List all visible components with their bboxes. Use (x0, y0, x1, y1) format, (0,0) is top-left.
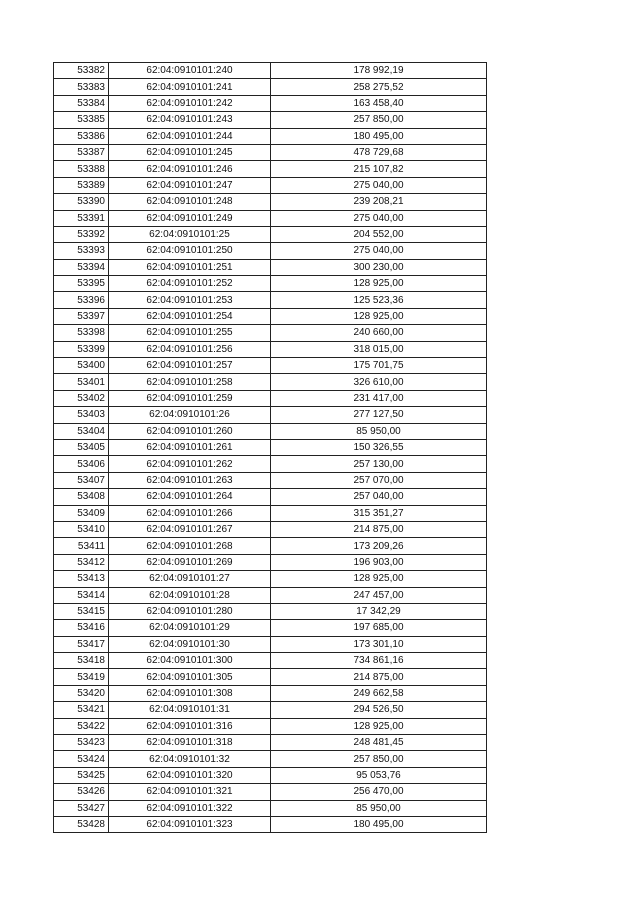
row-number-cell: 53422 (54, 718, 109, 734)
table-row (54, 210, 487, 226)
cadastral-number-cell: 62:04:0910101:27 (109, 571, 271, 587)
value-cell: 240 660,00 (271, 325, 487, 341)
value-cell: 318 015,00 (271, 341, 487, 357)
cadastral-number-cell: 62:04:0910101:252 (109, 276, 271, 292)
value-cell: 734 861,16 (271, 653, 487, 669)
table-row (54, 325, 487, 341)
value-cell: 175 701,75 (271, 358, 487, 374)
table-row (54, 489, 487, 505)
value-cell: 239 208,21 (271, 194, 487, 210)
row-number-cell: 53411 (54, 538, 109, 554)
table-row (54, 521, 487, 537)
table-row (54, 718, 487, 734)
table-row (54, 505, 487, 521)
row-number-cell: 53391 (54, 210, 109, 226)
cadastral-number-cell: 62:04:0910101:258 (109, 374, 271, 390)
cadastral-number-cell: 62:04:0910101:300 (109, 653, 271, 669)
value-cell: 180 495,00 (271, 128, 487, 144)
cadastral-number-cell: 62:04:0910101:261 (109, 439, 271, 455)
row-number-cell: 53401 (54, 374, 109, 390)
cadastral-number-cell: 62:04:0910101:259 (109, 390, 271, 406)
table-row (54, 79, 487, 95)
data-table (53, 62, 487, 833)
value-cell: 257 850,00 (271, 751, 487, 767)
table-row (54, 276, 487, 292)
value-cell: 197 685,00 (271, 620, 487, 636)
row-number-cell: 53415 (54, 603, 109, 619)
row-number-cell: 53385 (54, 112, 109, 128)
cadastral-number-cell: 62:04:0910101:244 (109, 128, 271, 144)
cadastral-number-cell: 62:04:0910101:267 (109, 521, 271, 537)
table-row (54, 243, 487, 259)
value-cell: 258 275,52 (271, 79, 487, 95)
table-row (54, 587, 487, 603)
value-cell: 85 950,00 (271, 423, 487, 439)
table-row (54, 767, 487, 783)
value-cell: 128 925,00 (271, 718, 487, 734)
value-cell: 257 130,00 (271, 456, 487, 472)
value-cell: 163 458,40 (271, 95, 487, 111)
table-row (54, 144, 487, 160)
cadastral-number-cell: 62:04:0910101:322 (109, 800, 271, 816)
cadastral-number-cell: 62:04:0910101:257 (109, 358, 271, 374)
row-number-cell: 53414 (54, 587, 109, 603)
cadastral-number-cell: 62:04:0910101:30 (109, 636, 271, 652)
table-row (54, 603, 487, 619)
table-row (54, 194, 487, 210)
table-row (54, 161, 487, 177)
row-number-cell: 53413 (54, 571, 109, 587)
cadastral-number-cell: 62:04:0910101:29 (109, 620, 271, 636)
row-number-cell: 53386 (54, 128, 109, 144)
table-row (54, 816, 487, 832)
value-cell: 275 040,00 (271, 210, 487, 226)
value-cell: 315 351,27 (271, 505, 487, 521)
value-cell: 478 729,68 (271, 144, 487, 160)
value-cell: 277 127,50 (271, 407, 487, 423)
table-row (54, 784, 487, 800)
table-row (54, 177, 487, 193)
cadastral-number-cell: 62:04:0910101:262 (109, 456, 271, 472)
row-number-cell: 53389 (54, 177, 109, 193)
row-number-cell: 53419 (54, 669, 109, 685)
table-row (54, 390, 487, 406)
cadastral-number-cell: 62:04:0910101:243 (109, 112, 271, 128)
table-row (54, 571, 487, 587)
cadastral-number-cell: 62:04:0910101:255 (109, 325, 271, 341)
cadastral-number-cell: 62:04:0910101:251 (109, 259, 271, 275)
row-number-cell: 53395 (54, 276, 109, 292)
row-number-cell: 53405 (54, 439, 109, 455)
row-number-cell: 53424 (54, 751, 109, 767)
row-number-cell: 53399 (54, 341, 109, 357)
table-row (54, 472, 487, 488)
table-row (54, 63, 487, 79)
value-cell: 214 875,00 (271, 669, 487, 685)
cadastral-number-cell: 62:04:0910101:28 (109, 587, 271, 603)
value-cell: 247 457,00 (271, 587, 487, 603)
cadastral-number-cell: 62:04:0910101:242 (109, 95, 271, 111)
row-number-cell: 53387 (54, 144, 109, 160)
row-number-cell: 53423 (54, 735, 109, 751)
table-row (54, 653, 487, 669)
row-number-cell: 53390 (54, 194, 109, 210)
cadastral-number-cell: 62:04:0910101:249 (109, 210, 271, 226)
cadastral-number-cell: 62:04:0910101:316 (109, 718, 271, 734)
cadastral-number-cell: 62:04:0910101:247 (109, 177, 271, 193)
table-row (54, 128, 487, 144)
table-row (54, 735, 487, 751)
table-row (54, 358, 487, 374)
row-number-cell: 53398 (54, 325, 109, 341)
row-number-cell: 53417 (54, 636, 109, 652)
cadastral-number-cell: 62:04:0910101:245 (109, 144, 271, 160)
cadastral-number-cell: 62:04:0910101:323 (109, 816, 271, 832)
cadastral-number-cell: 62:04:0910101:264 (109, 489, 271, 505)
cadastral-number-cell: 62:04:0910101:260 (109, 423, 271, 439)
cadastral-number-cell: 62:04:0910101:308 (109, 685, 271, 701)
cadastral-number-cell: 62:04:0910101:31 (109, 702, 271, 718)
cadastral-number-cell: 62:04:0910101:240 (109, 63, 271, 79)
row-number-cell: 53392 (54, 226, 109, 242)
cadastral-number-cell: 62:04:0910101:305 (109, 669, 271, 685)
table-body (54, 63, 487, 833)
value-cell: 85 950,00 (271, 800, 487, 816)
table-row (54, 341, 487, 357)
table-row (54, 669, 487, 685)
value-cell: 275 040,00 (271, 177, 487, 193)
row-number-cell: 53409 (54, 505, 109, 521)
row-number-cell: 53427 (54, 800, 109, 816)
row-number-cell: 53428 (54, 816, 109, 832)
value-cell: 257 850,00 (271, 112, 487, 128)
value-cell: 178 992,19 (271, 63, 487, 79)
value-cell: 150 326,55 (271, 439, 487, 455)
cadastral-number-cell: 62:04:0910101:320 (109, 767, 271, 783)
row-number-cell: 53418 (54, 653, 109, 669)
cadastral-number-cell: 62:04:0910101:253 (109, 292, 271, 308)
value-cell: 196 903,00 (271, 554, 487, 570)
value-cell: 275 040,00 (271, 243, 487, 259)
row-number-cell: 53407 (54, 472, 109, 488)
row-number-cell: 53408 (54, 489, 109, 505)
value-cell: 231 417,00 (271, 390, 487, 406)
row-number-cell: 53384 (54, 95, 109, 111)
row-number-cell: 53426 (54, 784, 109, 800)
value-cell: 300 230,00 (271, 259, 487, 275)
table-row (54, 95, 487, 111)
value-cell: 128 925,00 (271, 571, 487, 587)
value-cell: 215 107,82 (271, 161, 487, 177)
table-row (54, 423, 487, 439)
value-cell: 173 209,26 (271, 538, 487, 554)
value-cell: 249 662,58 (271, 685, 487, 701)
table-row (54, 439, 487, 455)
cadastral-number-cell: 62:04:0910101:250 (109, 243, 271, 259)
row-number-cell: 53382 (54, 63, 109, 79)
value-cell: 128 925,00 (271, 276, 487, 292)
cadastral-number-cell: 62:04:0910101:266 (109, 505, 271, 521)
row-number-cell: 53402 (54, 390, 109, 406)
value-cell: 173 301,10 (271, 636, 487, 652)
table-row (54, 259, 487, 275)
table-row (54, 751, 487, 767)
cadastral-number-cell: 62:04:0910101:256 (109, 341, 271, 357)
row-number-cell: 53388 (54, 161, 109, 177)
cadastral-number-cell: 62:04:0910101:263 (109, 472, 271, 488)
table-row (54, 702, 487, 718)
table-row (54, 226, 487, 242)
cadastral-number-cell: 62:04:0910101:25 (109, 226, 271, 242)
table-row (54, 407, 487, 423)
table-row (54, 308, 487, 324)
cadastral-number-cell: 62:04:0910101:26 (109, 407, 271, 423)
value-cell: 294 526,50 (271, 702, 487, 718)
table-row (54, 456, 487, 472)
row-number-cell: 53394 (54, 259, 109, 275)
row-number-cell: 53400 (54, 358, 109, 374)
value-cell: 125 523,36 (271, 292, 487, 308)
row-number-cell: 53425 (54, 767, 109, 783)
row-number-cell: 53404 (54, 423, 109, 439)
value-cell: 257 070,00 (271, 472, 487, 488)
table-row (54, 636, 487, 652)
value-cell: 180 495,00 (271, 816, 487, 832)
cadastral-number-cell: 62:04:0910101:318 (109, 735, 271, 751)
row-number-cell: 53421 (54, 702, 109, 718)
cadastral-number-cell: 62:04:0910101:32 (109, 751, 271, 767)
table-row (54, 292, 487, 308)
value-cell: 257 040,00 (271, 489, 487, 505)
row-number-cell: 53393 (54, 243, 109, 259)
cadastral-number-cell: 62:04:0910101:246 (109, 161, 271, 177)
cadastral-number-cell: 62:04:0910101:280 (109, 603, 271, 619)
value-cell: 17 342,29 (271, 603, 487, 619)
value-cell: 128 925,00 (271, 308, 487, 324)
table-row (54, 374, 487, 390)
value-cell: 95 053,76 (271, 767, 487, 783)
cadastral-number-cell: 62:04:0910101:268 (109, 538, 271, 554)
table-row (54, 112, 487, 128)
cadastral-number-cell: 62:04:0910101:254 (109, 308, 271, 324)
table-row (54, 554, 487, 570)
cadastral-number-cell: 62:04:0910101:248 (109, 194, 271, 210)
value-cell: 204 552,00 (271, 226, 487, 242)
cadastral-number-cell: 62:04:0910101:269 (109, 554, 271, 570)
row-number-cell: 53420 (54, 685, 109, 701)
row-number-cell: 53410 (54, 521, 109, 537)
row-number-cell: 53403 (54, 407, 109, 423)
row-number-cell: 53396 (54, 292, 109, 308)
value-cell: 256 470,00 (271, 784, 487, 800)
row-number-cell: 53397 (54, 308, 109, 324)
value-cell: 326 610,00 (271, 374, 487, 390)
value-cell: 248 481,45 (271, 735, 487, 751)
row-number-cell: 53383 (54, 79, 109, 95)
table-row (54, 800, 487, 816)
row-number-cell: 53412 (54, 554, 109, 570)
table-row (54, 620, 487, 636)
cadastral-number-cell: 62:04:0910101:321 (109, 784, 271, 800)
value-cell: 214 875,00 (271, 521, 487, 537)
row-number-cell: 53416 (54, 620, 109, 636)
cadastral-number-cell: 62:04:0910101:241 (109, 79, 271, 95)
table-row (54, 685, 487, 701)
table-row (54, 538, 487, 554)
row-number-cell: 53406 (54, 456, 109, 472)
